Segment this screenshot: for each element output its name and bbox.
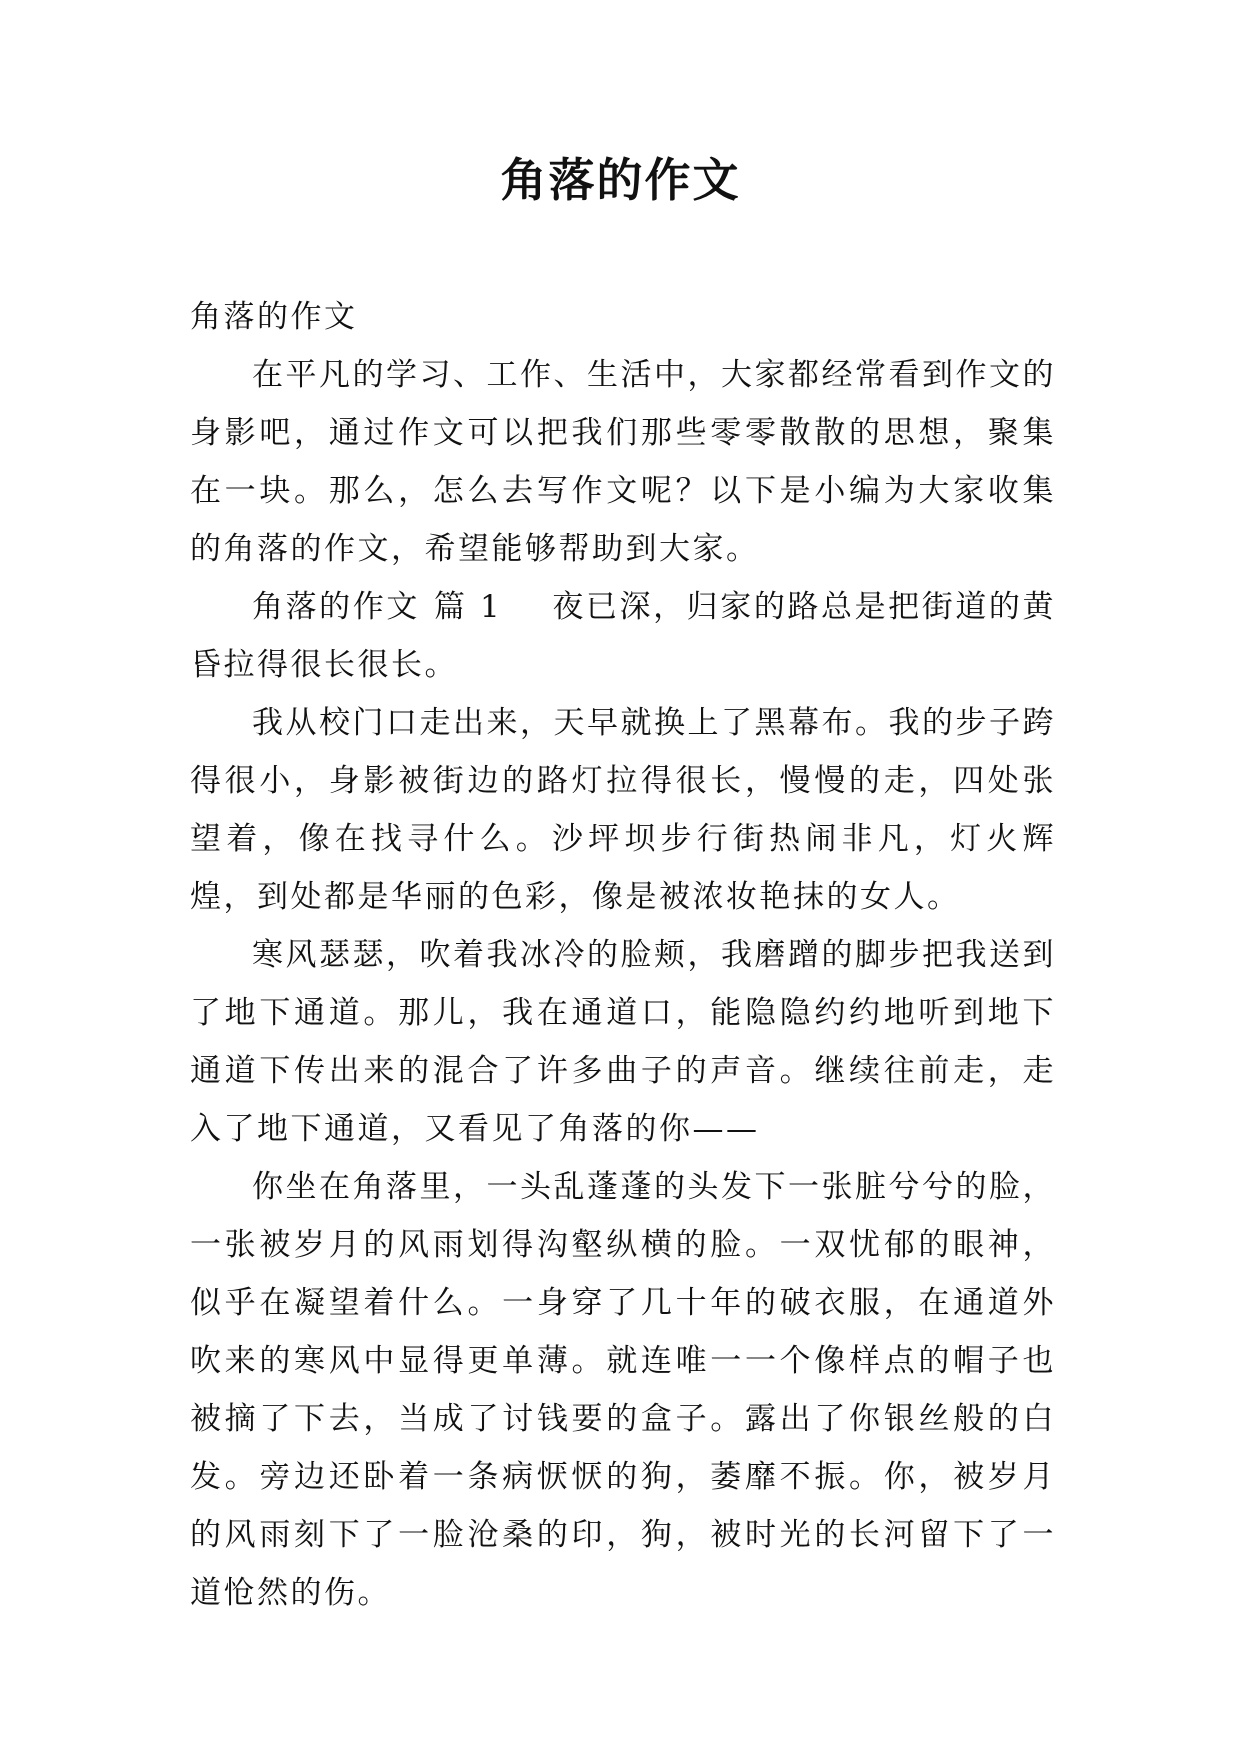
article-opening-paragraph (190, 578, 1056, 694)
article-paragraph: 你坐在角落里，一头乱蓬蓬的头发下一张脏兮兮的脸，一张被岁月的风雨划得沟壑纵横的脸。一双忧郁的眼神，似乎在凝望着什么。一身穿了几十年的破衣服，在通道外吹来的寒风中显得更单薄。就连唯一一个像样点的帽子也被摘了下去，当成了讨钱要的盒子。露出了你银丝般的白发。旁边还卧着一条病恹恹的狗，萎靡不振。你，被岁月的风雨刻下了一脸沧桑的印，狗，被时光的长河留下了一道怆然的伤。 (190, 1169, 1056, 1611)
intro-paragraph: 在平凡的学习、工作、生活中，大家都经常看到作文的身影吧，通过作文可以把我们那些零零散散的思想，聚集在一块。那么，怎么去写作文呢？以下是小编为大家收集的角落的作文，希望能够帮助到大家。 (190, 357, 1056, 567)
document-body (190, 288, 1056, 1622)
article-paragraph: 我从校门口走出来，天早就换上了黑幕布。我的步子跨得很小，身影被街边的路灯拉得很长，慢慢的走，四处张望着，像在找寻什么。沙坪坝步行街热闹非凡，灯火辉煌，到处都是华丽的色彩，像是被浓妆艳抹的女人。 (190, 705, 1056, 915)
article-label-title: 角落的作文 (252, 589, 420, 625)
article-paragraph: 寒风瑟瑟，吹着我冰冷的脸颊，我磨蹭的脚步把我送到了地下通道。那儿，我在通道口，能隐隐约约地听到地下通道下传出来的混合了许多曲子的声音。继续往前走，走入了地下通道，又看见了角落的你—— (190, 937, 1056, 1147)
article-first-sentence: 夜已深，归家的路总是把街道的黄昏拉得很长很长。 (190, 589, 1057, 683)
article-label-part: 篇 1 (433, 589, 503, 625)
document-title: 角落的作文 (500, 153, 741, 207)
section-heading: 角落的作文 (190, 299, 358, 335)
